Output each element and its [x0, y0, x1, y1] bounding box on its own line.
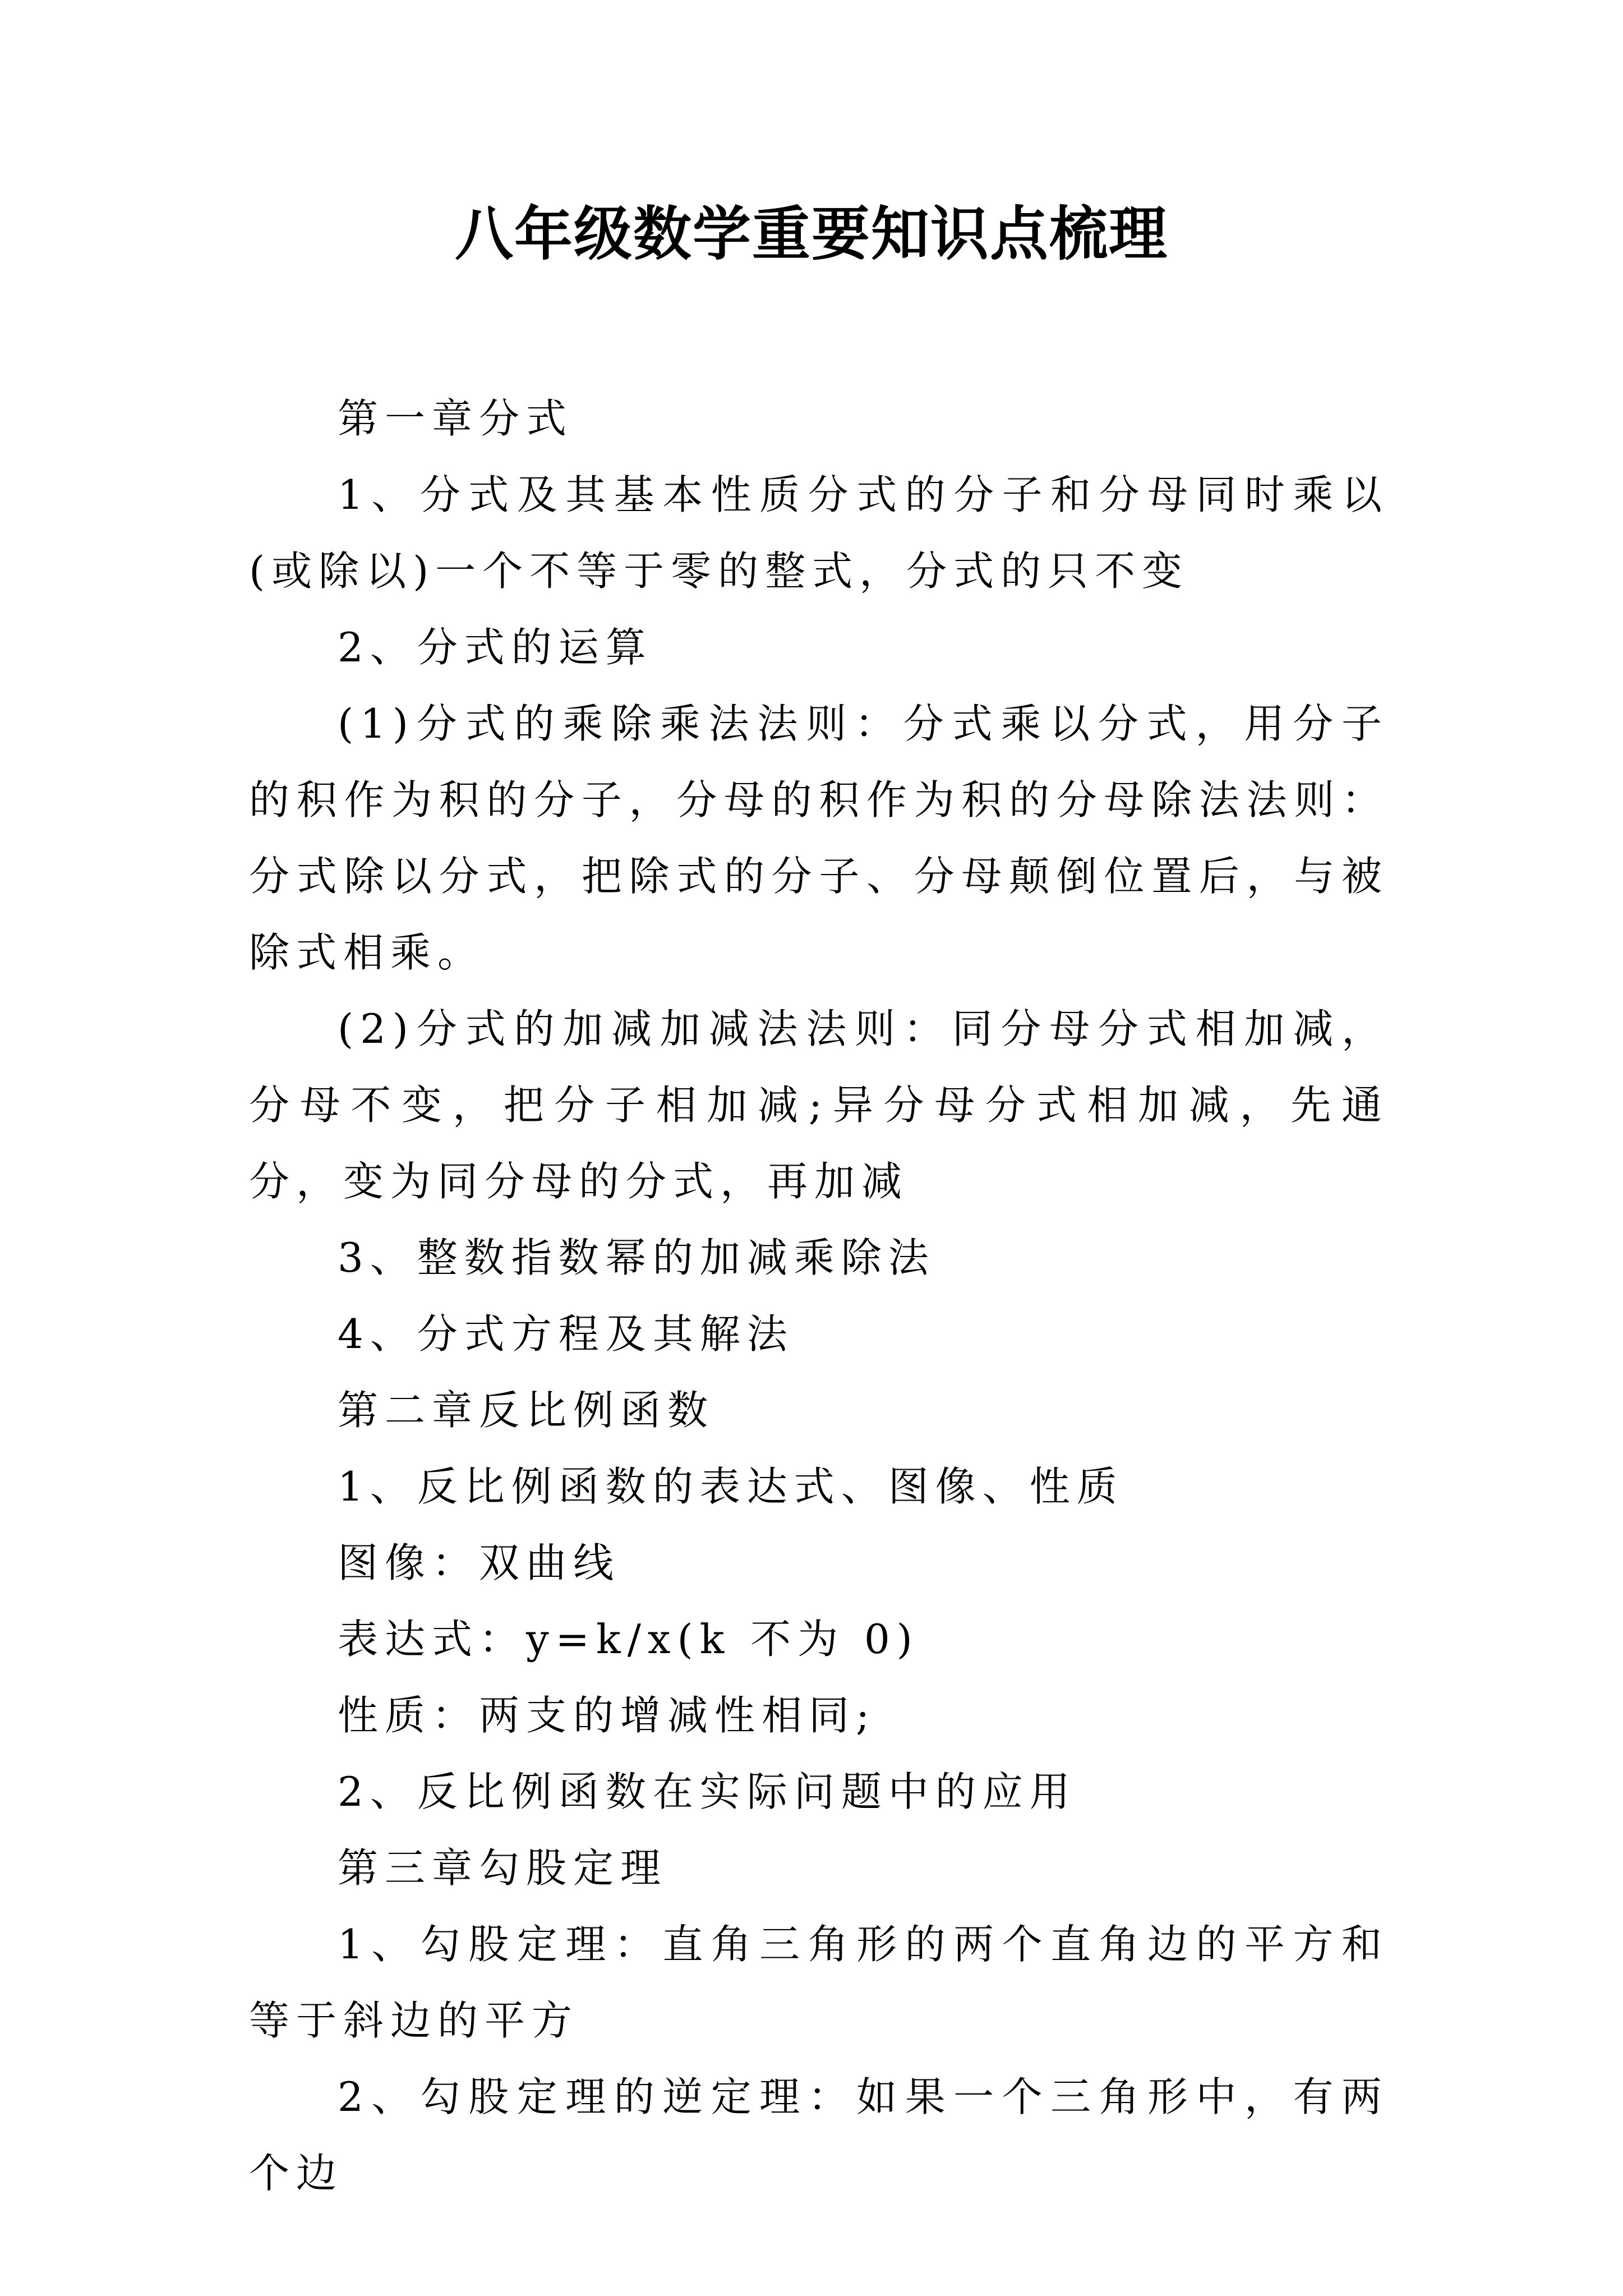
- document-title: 八年级数学重要知识点梳理: [454, 199, 1168, 268]
- paragraph: 2、分式的运算: [338, 624, 653, 671]
- paragraph: 1、勾股定理：直角三角形的两个直角边的平方和等于斜边的平方: [249, 1921, 1389, 2044]
- paragraph: 2、反比例函数在实际问题中的应用: [338, 1768, 1077, 1815]
- paragraph: 性质：两支的增减性相同;: [338, 1692, 877, 1739]
- paragraph: 2、勾股定理的逆定理：如果一个三角形中，有两个边: [249, 2073, 1389, 2197]
- paragraph: 表达式：y=k/x(k 不为 0): [338, 1616, 919, 1663]
- paragraph: 3、整数指数幂的加减乘除法: [338, 1234, 935, 1281]
- chapter-heading: 第二章反比例函数: [338, 1387, 715, 1434]
- chapter-heading: 第一章分式: [338, 395, 574, 442]
- paragraph: 4、分式方程及其解法: [338, 1310, 794, 1358]
- document-body: [249, 380, 1389, 2211]
- chapter-heading: 第三章勾股定理: [338, 1844, 668, 1892]
- paragraph: 图像：双曲线: [338, 1539, 621, 1586]
- paragraph: 1、反比例函数的表达式、图像、性质: [338, 1463, 1124, 1510]
- paragraph: 1、分式及其基本性质分式的分子和分母同时乘以(或除以)一个不等于零的整式，分式的只不变: [249, 471, 1389, 595]
- paragraph: (2)分式的加减加减法法则：同分母分式相加减，分母不变，把分子相加减;异分母分式相加减，先通分，变为同分母的分式，再加减: [249, 1005, 1389, 1205]
- paragraph: (1)分式的乘除乘法法则：分式乘以分式，用分子的积作为积的分子，分母的积作为积的分母除法法则：分式除以分式，把除式的分子、分母颠倒位置后，与被除式相乘。: [249, 700, 1389, 976]
